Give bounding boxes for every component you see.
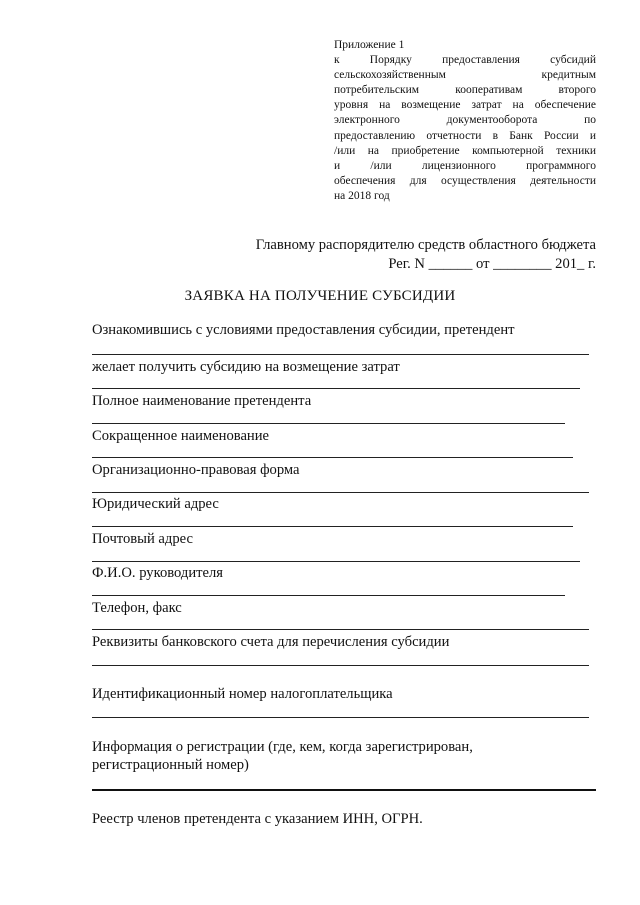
fill-line[interactable]: [92, 388, 580, 389]
registration-label: Информация о регистрации (где, кем, когда зарегистрирован,: [92, 739, 473, 755]
inn-label: Идентификационный номер налогоплательщика: [92, 686, 393, 702]
postal-address-label: Почтовый адрес: [92, 531, 193, 547]
appendix-line: Приложение 1: [334, 39, 405, 51]
wish-text: желает получить субсидию на возмещение затрат: [92, 359, 400, 375]
fill-line[interactable]: [92, 423, 565, 424]
appendix-line: обеспечения для осуществления деятельности: [334, 174, 596, 187]
fill-line[interactable]: [92, 457, 573, 458]
appendix-line: на 2018 год: [334, 189, 390, 202]
short-name-label: Сокращенное наименование: [92, 428, 270, 444]
appendix-line: потребительским кооперативам второго: [334, 84, 596, 97]
fill-line[interactable]: [92, 595, 565, 596]
appendix-line: и /или лицензионного программного: [334, 159, 596, 172]
appendix-line: сельскохозяйственным кредитным: [334, 69, 596, 82]
fill-line[interactable]: [92, 561, 580, 562]
appendix-block: [334, 38, 596, 204]
members-label: Реестр членов претендента с указанием ИНН, ОГРН.: [92, 811, 423, 827]
fill-line[interactable]: [92, 789, 596, 791]
registration-label-cont: регистрационный номер): [92, 757, 249, 773]
phone-label: Телефон, факс: [92, 600, 182, 616]
recipient-block: [256, 236, 596, 274]
intro-text: Ознакомившись с условиями предоставления субсидии, претендент: [92, 322, 515, 338]
director-label: Ф.И.О. руководителя: [92, 565, 224, 581]
bank-label: Реквизиты банковского счета для перечисления субсидии: [92, 634, 450, 650]
appendix-line: /или на приобретение компьютерной техники: [334, 144, 596, 157]
appendix-line: электронного документооборота по: [334, 114, 596, 127]
fill-line[interactable]: [92, 629, 589, 630]
legal-form-label: Организационно-правовая форма: [92, 462, 300, 478]
fill-line[interactable]: [92, 717, 589, 718]
legal-address-label: Юридический адрес: [92, 496, 219, 512]
fill-line[interactable]: [92, 492, 589, 493]
appendix-line: уровня на возмещение затрат на обеспечение: [334, 99, 596, 112]
registration-line: Рег. N ______ от ________ 201_ г.: [388, 256, 596, 272]
page-title: ЗАЯВКА НА ПОЛУЧЕНИЕ СУБСИДИИ: [184, 288, 456, 304]
full-name-label: Полное наименование претендента: [92, 393, 312, 409]
appendix-line: предоставлению отчетности в Банк России и: [334, 129, 596, 142]
fill-line[interactable]: [92, 665, 589, 666]
recipient-line: Главному распорядителю средств областного бюджета: [255, 237, 596, 253]
appendix-line: к Порядку предоставления субсидий: [334, 54, 596, 67]
fill-line[interactable]: [92, 526, 573, 527]
fill-line[interactable]: [92, 354, 589, 355]
